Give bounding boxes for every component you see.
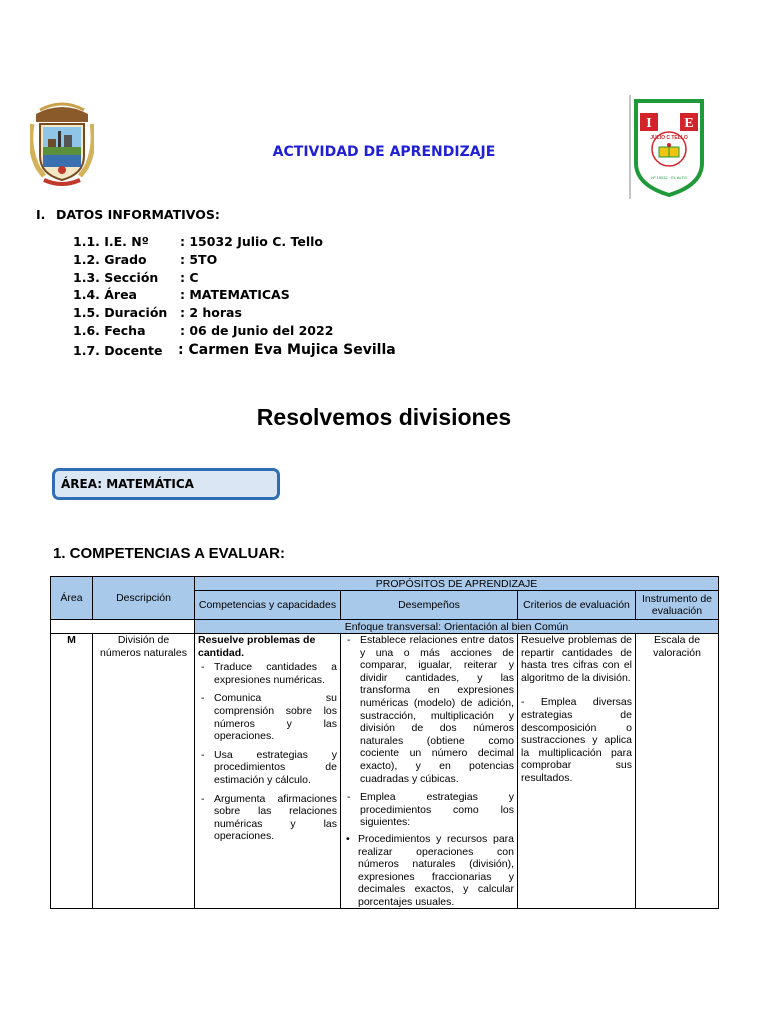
page-title: Resolvemos divisiones — [256, 404, 512, 430]
cell-instrumento: Escala de valoración — [636, 634, 719, 909]
desempenos-list — [344, 634, 514, 829]
list-item: - Argumenta afirmaciones sobre las relaciones numéricas y las operaciones. — [198, 793, 337, 843]
header-competencias: Competencias y capacidades — [195, 591, 341, 620]
cell-desempenos — [341, 634, 518, 909]
header-area: Área — [51, 577, 93, 620]
criterio-item: - Emplea diversas estrategias de descomposición o sustracciones y aplica la multiplicación para comprobar sus resultados. — [521, 696, 632, 784]
enfoque-transversal: Enfoque transversal: Orientación al bien Común — [195, 620, 719, 634]
competencias-table — [50, 576, 719, 909]
cell-area: M — [51, 634, 93, 909]
info-key: 1.2. Grado — [73, 252, 147, 267]
logo-bottom-text: Nº 15032 · EL ALTO — [651, 175, 687, 180]
cell-criterios — [518, 634, 636, 909]
info-value: : MATEMATICAS — [180, 287, 290, 302]
header-desempenos: Desempeños — [341, 591, 518, 620]
document-title: ACTIVIDAD DE APRENDIZAJE — [272, 144, 496, 160]
logo-school-name: JULIO C TELLO — [650, 135, 688, 141]
datos-heading — [36, 207, 220, 222]
header-instrumento: Instrumento de evaluación — [636, 591, 719, 620]
cell-descripcion: División de números naturales — [93, 634, 195, 909]
info-value: : 5TO — [180, 252, 218, 267]
info-key: 1.3. Sección — [73, 270, 159, 285]
list-item: - Comunica su comprensión sobre los números y las operaciones. — [198, 692, 337, 742]
header-criterios: Criterios de evaluación — [518, 591, 636, 620]
info-key: 1.4. Área — [73, 287, 137, 302]
header-descripcion: Descripción — [93, 577, 195, 620]
criterio-item: Resuelve problemas de repartir cantidades de hasta tres cifras con el algoritmo de la división. — [521, 634, 632, 684]
desempeno-bullet — [344, 833, 514, 909]
list-item: - Usa estrategias y procedimientos de estimación y cálculo. — [198, 749, 337, 787]
info-value: : C — [180, 270, 199, 285]
info-value: : 15032 Julio C. Tello — [180, 234, 324, 249]
info-key: 1.7. Docente — [73, 343, 163, 358]
area-box: ÁREA: MATEMÁTICA — [52, 468, 280, 500]
section-heading-text: DATOS INFORMATIVOS: — [56, 207, 220, 222]
cell-competencias — [195, 634, 341, 909]
bullet-symbol: • — [346, 832, 350, 845]
list-item: - Traduce cantidades a expresiones numéricas. — [198, 661, 337, 686]
logo-letter-i: I — [646, 116, 652, 131]
header-propositos: PROPÓSITOS DE APRENDIZAJE — [195, 577, 719, 591]
info-key: 1.1. I.E. Nº — [73, 234, 149, 249]
capacidades-list — [198, 661, 337, 843]
competencias-heading: 1. COMPETENCIAS A EVALUAR: — [53, 545, 285, 562]
info-value: : 06 de Junio del 2022 — [180, 323, 334, 338]
coat-of-arms-logo — [30, 98, 94, 186]
list-item: - Emplea estrategias y procedimientos como los siguientes: — [344, 791, 514, 829]
list-item: - Establece relaciones entre datos y una o más acciones de comparar, igualar, reiterar y dividir cantidades, y las transforma en expresiones numéricas (modelo) de adición, sustracción, multiplicación y división de dos números naturales (obtiene como cociente un número decimal exacto), y en potencias cuadradas y cúbicas. — [344, 634, 514, 785]
info-key: 1.5. Duración — [73, 305, 168, 320]
info-value: : 2 horas — [180, 305, 242, 320]
table-row — [51, 634, 719, 909]
logo-letter-e: E — [684, 116, 694, 131]
section-number: I. — [36, 207, 46, 222]
info-value: : Carmen Eva Mujica Sevilla — [178, 342, 396, 358]
competencia-title: Resuelve problemas de cantidad. — [198, 634, 316, 659]
enfoque-spacer — [51, 620, 195, 634]
bullet-text: Procedimientos y recursos para realizar operaciones con números naturales (división), expresiones fraccionarias y decimales exactos, y calcular porcentajes usuales. — [358, 832, 514, 908]
info-key: 1.6. Fecha — [73, 323, 146, 338]
